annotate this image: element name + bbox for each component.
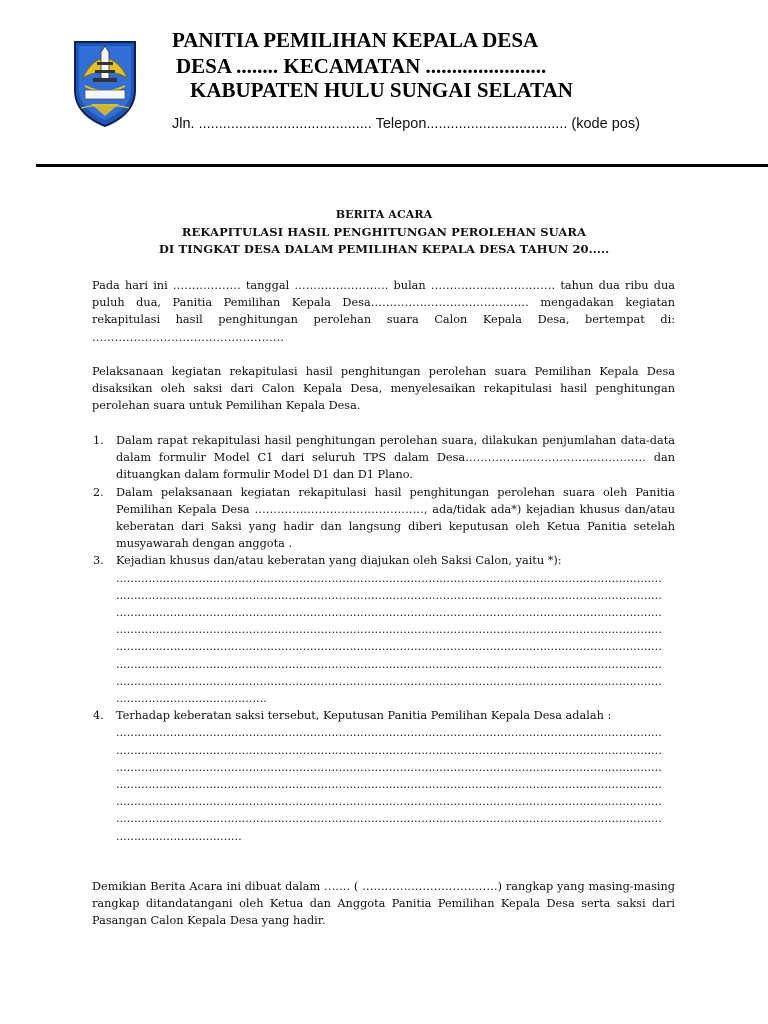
fill-in-line: ........................................................................................................................................................ <box>116 657 662 671</box>
list-item <box>92 552 675 707</box>
findings-list <box>92 432 675 845</box>
fill-in-line: ........................................................................................................................................................ <box>116 726 662 740</box>
list-item-text: Dalam pelaksanaan kegiatan rekapitulasi hasil penghitungan perolehan suara oleh Panitia Pemilihan Kepala Desa ………………………………………, ada/tidak ada*) kejadian khusus dan/atau keberatan dari Saksi yang hadir dan langsung diberi keputusan oleh Ketua Panitia setelah musyawarah dengan anggota . <box>116 485 675 551</box>
fill-in-line-end: ................................... <box>116 829 242 843</box>
fill-in-line: ........................................................................................................................................................ <box>116 623 662 637</box>
regency-emblem-icon <box>71 38 139 128</box>
closing-paragraph: Demikian Berita Acara ini dibuat dalam ……. ( ………………………………) rangkap yang masing-masing rangkap ditandatangani oleh Ketua dan Anggota Panitia Pemilihan Kepala Desa serta saksi dari Pasangan Calon Kepala Desa yang hadir. <box>92 880 675 928</box>
fill-in-line: ........................................................................................................................................................ <box>116 760 662 774</box>
fill-in-line: ........................................................................................................................................................ <box>116 812 662 826</box>
list-item-text: Terhadap keberatan saksi tersebut, Keputusan Panitia Pemilihan Kepala Desa adalah : <box>116 709 612 723</box>
list-item-text: Dalam rapat rekapitulasi hasil penghitungan perolehan suara, dilakukan penjumlahan data-data dalam formulir Model C1 dari seluruh TPS dalam Desa………………………………………… dan dituangkan dalam formulir Model D1 dan D1 Plano. <box>116 434 675 482</box>
header-address: Jln. ........................................... Telepon................................... (kode pos) <box>172 116 640 132</box>
list-number: 4. <box>93 709 104 723</box>
fill-in-line: ........................................................................................................................................................ <box>116 640 662 654</box>
header-village-district: DESA ........ KECAMATAN ....................... <box>176 54 547 78</box>
header-regency: KABUPATEN HULU SUNGAI SELATAN <box>190 78 573 102</box>
fill-in-line: ........................................................................................................................................................ <box>116 743 662 757</box>
opening-paragraph: Pada hari ini ……………… tanggal ……………………. bulan …………………………… tahun dua ribu dua puluh dua, Panitia Pemilihan Kepala Desa…………………………………… mengadakan kegiatan rekapitulasi hasil penghitungan perolehan suara Calon Kepala Desa, bertempat di: …………………………………………… <box>92 279 675 344</box>
list-number: 3. <box>93 554 104 568</box>
header-committee-title: PANITIA PEMILIHAN KEPALA DESA <box>172 28 539 52</box>
list-item <box>92 484 675 553</box>
fill-in-line: ........................................................................................................................................................ <box>116 795 662 809</box>
list-number: 1. <box>93 434 104 447</box>
fill-in-line: ........................................................................................................................................................ <box>116 778 662 792</box>
document-title: BERITA ACARA <box>335 208 433 221</box>
list-item <box>92 432 675 484</box>
fill-in-line: ........................................................................................................................................................ <box>116 571 662 585</box>
list-item-text: Kejadian khusus dan/atau keberatan yang diajukan oleh Saksi Calon, yaitu *): <box>116 554 562 568</box>
document-titles <box>0 206 768 259</box>
list-item <box>92 707 675 845</box>
header-divider <box>36 164 768 167</box>
letterhead <box>0 0 768 170</box>
fill-in-line-end: .......................................... <box>116 692 267 706</box>
fill-in-line: ........................................................................................................................................................ <box>116 588 662 602</box>
document-subtitle-2: DI TINGKAT DESA DALAM PEMILIHAN KEPALA DESA TAHUN 20..... <box>158 242 610 256</box>
fill-in-line: ........................................................................................................................................................ <box>116 674 662 688</box>
fill-in-line: ........................................................................................................................................................ <box>116 606 662 620</box>
implementation-paragraph: Pelaksanaan kegiatan rekapitulasi hasil penghitungan perolehan suara Pemilihan Kepala Desa disaksikan oleh saksi dari Calon Kepala Desa, menyelesaikan rekapitulasi hasil penghitungan perolehan suara untuk Pemilihan Kepala Desa. <box>92 365 675 413</box>
list-number: 2. <box>93 485 104 499</box>
document-subtitle: REKAPITULASI HASIL PENGHITUNGAN PEROLEHAN SUARA <box>181 224 587 239</box>
